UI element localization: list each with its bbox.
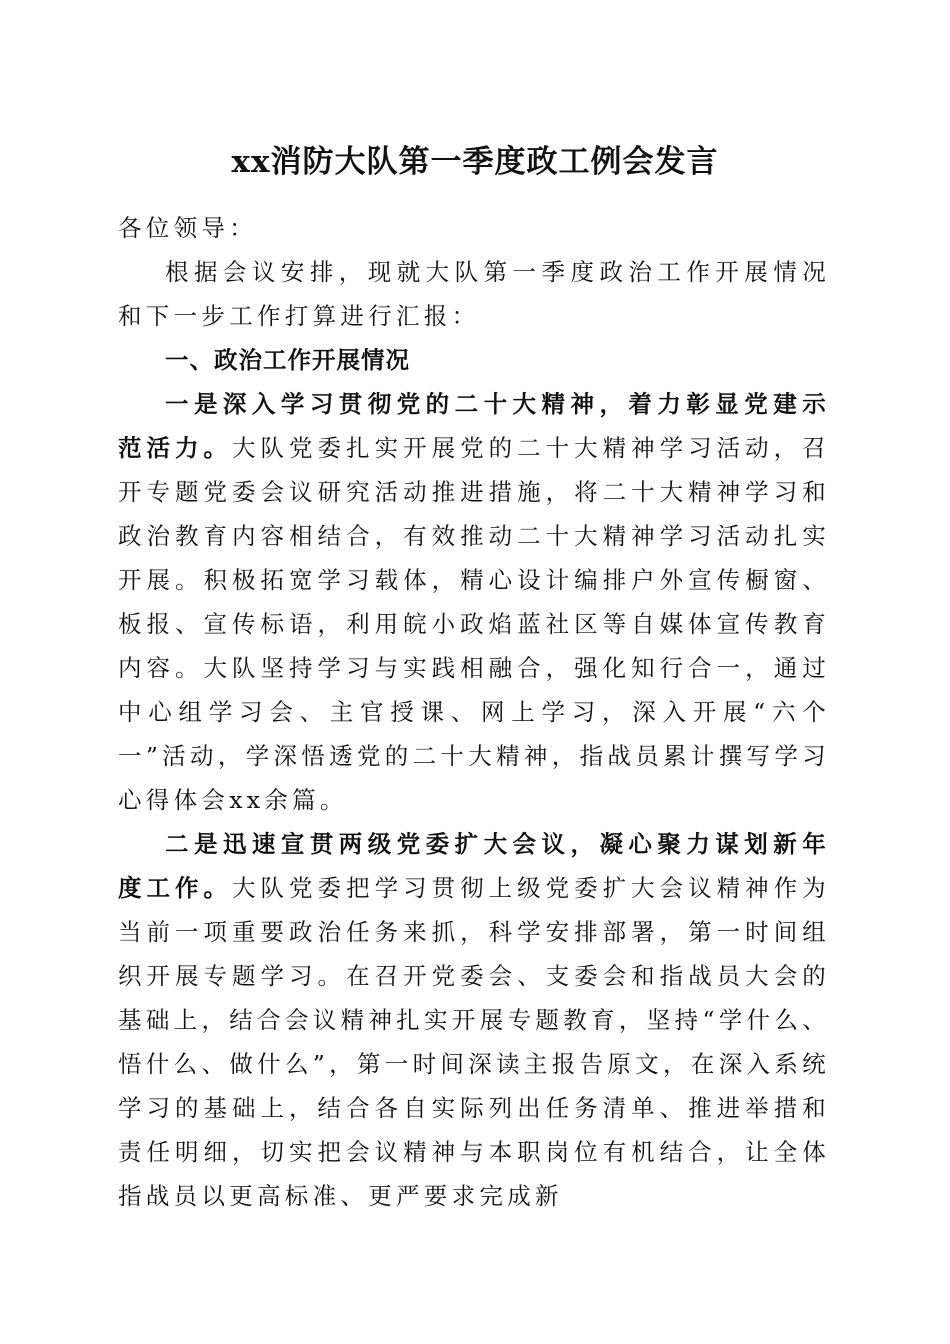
paragraph-1-lead: 一是深入学习贯彻党的二十大精神，着力彰显党建示范活力。 — [118, 390, 830, 462]
paragraph-2-lead: 二是迅速宣贯两级党委扩大会议，凝心聚力谋划新年度工作。 — [118, 830, 830, 902]
document-body — [118, 206, 830, 1218]
paragraph-1-body: 大队党委扎实开展党的二十大精神学习活动，召开专题党委会议研究活动推进措施，将二十大精神学习和政治教育内容相结合，有效推动二十大精神学习活动扎实开展。积极拓宽学习载体，精心设计编排户外宣传橱窗、板报、宣传标语，利用皖小政焰蓝社区等自媒体宣传教育内容。大队坚持学习与实践相融合，强化知行合一，通过中心组学习会、主官授课、网上学习，深入开展“六个一”活动，学深悟透党的二十大精神，指战员累计撰写学习心得体会xx余篇。 — [118, 434, 830, 814]
salutation: 各位领导： — [118, 214, 257, 242]
intro-paragraph: 根据会议安排，现就大队第一季度政治工作开展情况和下一步工作打算进行汇报： — [118, 258, 830, 330]
section-heading: 一、政治工作开展情况 — [165, 346, 410, 374]
paragraph-2 — [118, 822, 830, 1218]
paragraph-2-body: 大队党委把学习贯彻上级党委扩大会议精神作为当前一项重要政治任务来抓，科学安排部署，第一时间组织开展专题学习。在召开党委会、支委会和指战员大会的基础上，结合会议精神扎实开展专题教育，坚持“学什么、悟什么、做什么”，第一时间深读主报告原文，在深入系统学习的基础上，结合各自实际列出任务清单、推进举措和责任明细，切实把会议精神与本职岗位有机结合，让全体指战员以更高标准、更严要求完成新 — [118, 874, 830, 1210]
paragraph-1 — [118, 382, 830, 822]
document-title: xx消防大队第一季度政工例会发言 — [231, 144, 719, 180]
